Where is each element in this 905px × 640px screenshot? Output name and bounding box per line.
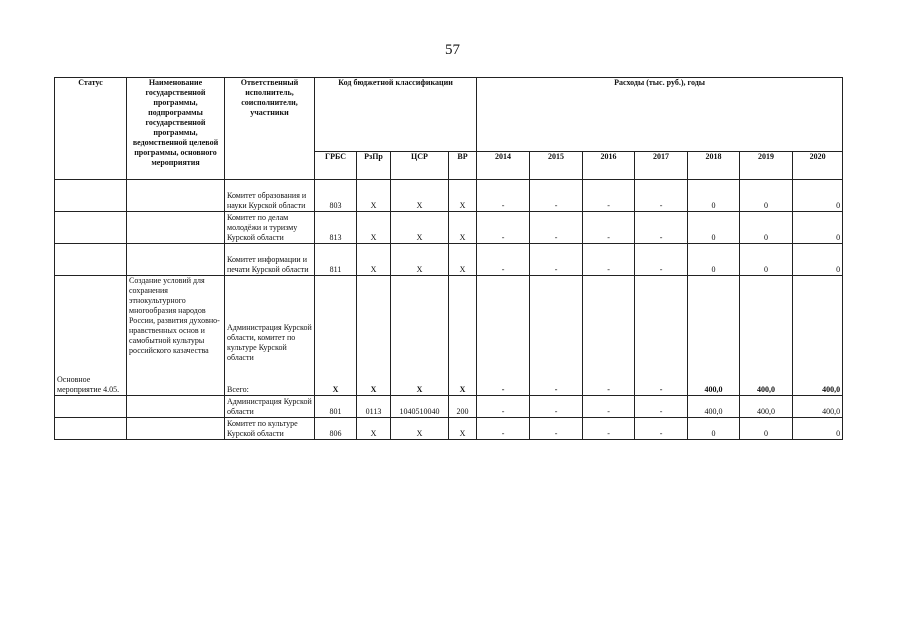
value-2017: - xyxy=(635,396,688,418)
table-row xyxy=(55,244,843,276)
csr-cell: Х xyxy=(391,244,449,276)
value-2016: - xyxy=(583,276,635,396)
value-2014: - xyxy=(477,212,530,244)
csr-cell: Х xyxy=(391,212,449,244)
value-2016: - xyxy=(583,244,635,276)
header-program-name: Наименование государственной программы, подпрограммы государственной программы, ведомственной целевой программы, основного мероприятия xyxy=(127,78,225,180)
value-2020: 0 xyxy=(793,212,843,244)
value-2019: 400,0 xyxy=(740,276,793,396)
value-2019: 0 xyxy=(740,212,793,244)
value-2020: 0 xyxy=(793,180,843,212)
value-2020: 0 xyxy=(793,418,843,440)
rzpr-cell: Х xyxy=(357,180,391,212)
value-2015: - xyxy=(530,418,583,440)
main-activity-status: Основное мероприятие 4.05. xyxy=(55,276,127,396)
value-2020: 400,0 xyxy=(793,396,843,418)
status-cell xyxy=(55,212,127,244)
rzpr-cell: Х xyxy=(357,244,391,276)
header-rzpr: РзПр xyxy=(357,152,391,180)
page-number: 57 xyxy=(445,42,460,58)
executor-cell: Комитет информации и печати Курской области xyxy=(225,244,315,276)
value-2018: 400,0 xyxy=(688,276,740,396)
value-2017: - xyxy=(635,276,688,396)
value-2018: 0 xyxy=(688,418,740,440)
value-2015: - xyxy=(530,396,583,418)
value-2019: 400,0 xyxy=(740,396,793,418)
header-year-2015: 2015 xyxy=(530,152,583,180)
table-row xyxy=(55,180,843,212)
name-cell xyxy=(127,180,225,212)
value-2014: - xyxy=(477,418,530,440)
value-2015: - xyxy=(530,276,583,396)
value-2018: 0 xyxy=(688,212,740,244)
value-2016: - xyxy=(583,180,635,212)
vr-cell: Х xyxy=(449,244,477,276)
value-2018: 0 xyxy=(688,244,740,276)
name-cell xyxy=(127,418,225,440)
value-2017: - xyxy=(635,418,688,440)
table-row xyxy=(55,396,843,418)
header-year-2018: 2018 xyxy=(688,152,740,180)
executor-cell: Комитет по делам молодёжи и туризму Курской области xyxy=(225,212,315,244)
status-cell xyxy=(55,396,127,418)
table-row xyxy=(55,418,843,440)
value-2019: 0 xyxy=(740,418,793,440)
value-2017: - xyxy=(635,180,688,212)
value-2016: - xyxy=(583,396,635,418)
name-cell xyxy=(127,396,225,418)
header-executor: Ответственный исполнитель, соисполнители, участники xyxy=(225,78,315,180)
grbs-cell: 811 xyxy=(315,244,357,276)
name-cell xyxy=(127,244,225,276)
value-2019: 0 xyxy=(740,244,793,276)
value-2015: - xyxy=(530,244,583,276)
header-status: Статус xyxy=(55,78,127,180)
csr-cell: Х xyxy=(391,276,449,396)
grbs-cell: Х xyxy=(315,276,357,396)
vr-cell: Х xyxy=(449,212,477,244)
value-2015: - xyxy=(530,212,583,244)
vr-cell: Х xyxy=(449,180,477,212)
status-cell xyxy=(55,418,127,440)
vr-cell: Х xyxy=(449,276,477,396)
name-cell xyxy=(127,212,225,244)
value-2017: - xyxy=(635,244,688,276)
header-vr: ВР xyxy=(449,152,477,180)
main-activity-executor xyxy=(225,276,315,396)
table-row xyxy=(55,212,843,244)
value-2018: 400,0 xyxy=(688,396,740,418)
rzpr-cell: Х xyxy=(357,418,391,440)
header-csr: ЦСР xyxy=(391,152,449,180)
grbs-cell: 801 xyxy=(315,396,357,418)
rzpr-cell: Х xyxy=(357,212,391,244)
executor-group-label: Администрация Курской области, комитет по культуре Курской области xyxy=(227,323,312,362)
grbs-cell: 813 xyxy=(315,212,357,244)
header-year-2019: 2019 xyxy=(740,152,793,180)
header-year-2017: 2017 xyxy=(635,152,688,180)
status-cell xyxy=(55,180,127,212)
value-2014: - xyxy=(477,276,530,396)
executor-cell: Комитет образования и науки Курской области xyxy=(225,180,315,212)
value-2014: - xyxy=(477,180,530,212)
status-cell xyxy=(55,244,127,276)
vr-cell: 200 xyxy=(449,396,477,418)
value-2014: - xyxy=(477,396,530,418)
value-2020: 400,0 xyxy=(793,276,843,396)
value-2017: - xyxy=(635,212,688,244)
value-2018: 0 xyxy=(688,180,740,212)
header-expenses: Расходы (тыс. руб.), годы xyxy=(477,78,843,152)
rzpr-cell: Х xyxy=(357,276,391,396)
csr-cell: 1040510040 xyxy=(391,396,449,418)
value-2019: 0 xyxy=(740,180,793,212)
value-2015: - xyxy=(530,180,583,212)
budget-table xyxy=(54,77,843,440)
grbs-cell: 806 xyxy=(315,418,357,440)
value-2020: 0 xyxy=(793,244,843,276)
header-year-2020: 2020 xyxy=(793,152,843,180)
header-budget-code: Код бюджетной классификации xyxy=(315,78,477,152)
executor-cell: Администрация Курской области xyxy=(225,396,315,418)
csr-cell: Х xyxy=(391,418,449,440)
value-2016: - xyxy=(583,212,635,244)
rzpr-cell: 0113 xyxy=(357,396,391,418)
main-activity-name: Создание условий для сохранения этнокультурного многообразия народов России, развития духовно-нравственных основ и самобытной культуры российского казачества xyxy=(127,276,225,396)
main-activity-total-row xyxy=(55,276,843,396)
grbs-cell: 803 xyxy=(315,180,357,212)
csr-cell: Х xyxy=(391,180,449,212)
header-year-2016: 2016 xyxy=(583,152,635,180)
header-grbs: ГРБС xyxy=(315,152,357,180)
total-label: Всего: xyxy=(227,385,249,394)
value-2014: - xyxy=(477,244,530,276)
executor-cell: Комитет по культуре Курской области xyxy=(225,418,315,440)
header-year-2014: 2014 xyxy=(477,152,530,180)
value-2016: - xyxy=(583,418,635,440)
vr-cell: Х xyxy=(449,418,477,440)
